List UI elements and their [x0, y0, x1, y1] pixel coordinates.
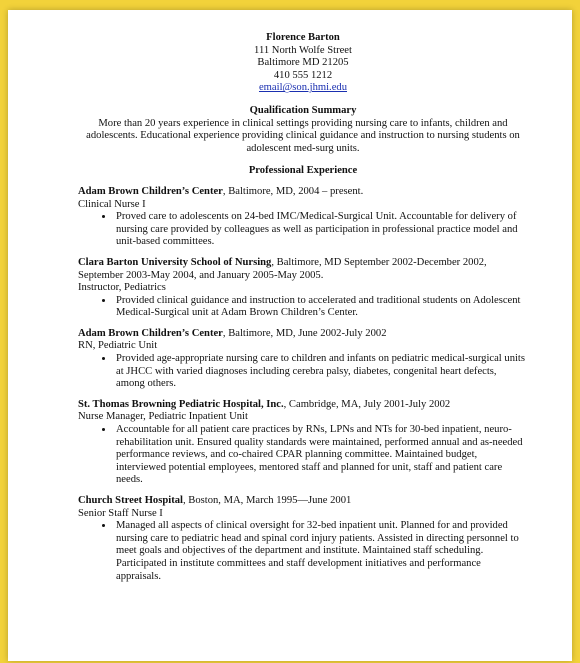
experience-heading: Professional Experience	[248, 165, 358, 177]
job-bullet: • Accountable for all patient care practices by RNs, LPNs and NTs for 30-bed inpatient, neuro-rehabilitation unit. Ensured quality standards were maintained, performed annual and as-needed performance reviews, and co-chaired CPAR planning committee. Maintained budget, interviewed potential employees, mentored staff and planned for unit, staff and patient care needs.	[114, 424, 528, 487]
job-details: , Baltimore, MD, 2004 – present.	[222, 185, 364, 197]
job-bullets	[78, 424, 528, 487]
street-address: 111 North Wolfe Street	[254, 44, 352, 56]
job-bullet: • Managed all aspects of clinical oversight for 32-bed inpatient unit. Planned for and provided nursing care to pediatric head and spinal cord injury patients. Assisted in directing personnel to meet goals and objectives of the department and institute. Maintained staff scheduling. Participated in institute committees and staff development initiatives and performance appraisals.	[114, 520, 528, 583]
email-link[interactable]: email@son.jhmi.edu	[258, 82, 348, 94]
job-entry	[78, 257, 528, 320]
resume-content	[78, 32, 528, 583]
job-title: Instructor, Pediatrics	[78, 282, 166, 294]
job-details: , Baltimore, MD, June 2002-July 2002	[222, 327, 387, 339]
job-title: Senior Staff Nurse I	[78, 507, 163, 519]
job-bullet: • Provided age-appropriate nursing care to children and infants on pediatric medical-surgical units at JHCC with varied diagnoses including cerebra palsy, diabetes, congenital heart defects, among others.	[114, 353, 528, 391]
employer-name: Clara Barton University School of Nursing	[78, 256, 272, 268]
job-details: , Boston, MA, March 1995—June 2001	[182, 495, 352, 506]
summary-heading: Qualification Summary	[249, 104, 357, 116]
job-bullet: • Proved care to adolescents on 24-bed IMC/Medical-Surgical Unit. Accountable for delivery of nursing care provided by colleagues as well as participation in professional practice model and unit-based committees.	[114, 211, 528, 249]
job-bullets	[78, 295, 528, 320]
job-header	[78, 399, 528, 412]
job-header	[78, 186, 528, 199]
city-state-zip: Baltimore MD 21205	[257, 57, 349, 69]
job-bullets	[78, 520, 528, 583]
applicant-name: Florence Barton	[266, 32, 340, 43]
job-bullet: • Provided clinical guidance and instruction to accelerated and traditional students on Adolescent Medical-Surgical unit at Adam Brown Children’s Center.	[114, 295, 528, 320]
job-details: , Baltimore, MD September 2002-December 2002, September 2003-May 2004, and January 2005-May 2005.	[78, 256, 487, 281]
job-title: Nurse Manager, Pediatric Inpatient Unit	[78, 411, 248, 423]
resume-page	[8, 10, 572, 661]
job-entry	[78, 186, 528, 249]
job-entry	[78, 328, 528, 391]
job-details: , Cambridge, MA, July 2001-July 2002	[283, 398, 451, 410]
summary-text: More than 20 years experience in clinical settings providing nursing care to infants, children and adolescents. Educational experience providing clinical guidance and instruction to nursing students on adolescent med-surg units.	[86, 117, 520, 154]
job-entry	[78, 399, 528, 487]
job-title: Clinical Nurse I	[78, 198, 146, 210]
phone-number: 410 555 1212	[273, 69, 333, 81]
contact-block	[78, 32, 528, 95]
job-entry	[78, 495, 528, 583]
job-bullets	[78, 211, 528, 249]
job-title: RN, Pediatric Unit	[78, 340, 158, 352]
job-bullets	[78, 353, 528, 391]
employer-name: St. Thomas Browning Pediatric Hospital, Inc.	[78, 398, 284, 410]
job-header	[78, 495, 528, 508]
employer-name: Church Street Hospital	[78, 495, 183, 506]
job-header	[78, 257, 528, 282]
job-header	[78, 328, 528, 341]
employer-name: Adam Brown Children’s Center	[78, 185, 223, 197]
employer-name: Adam Brown Children’s Center	[78, 327, 223, 339]
